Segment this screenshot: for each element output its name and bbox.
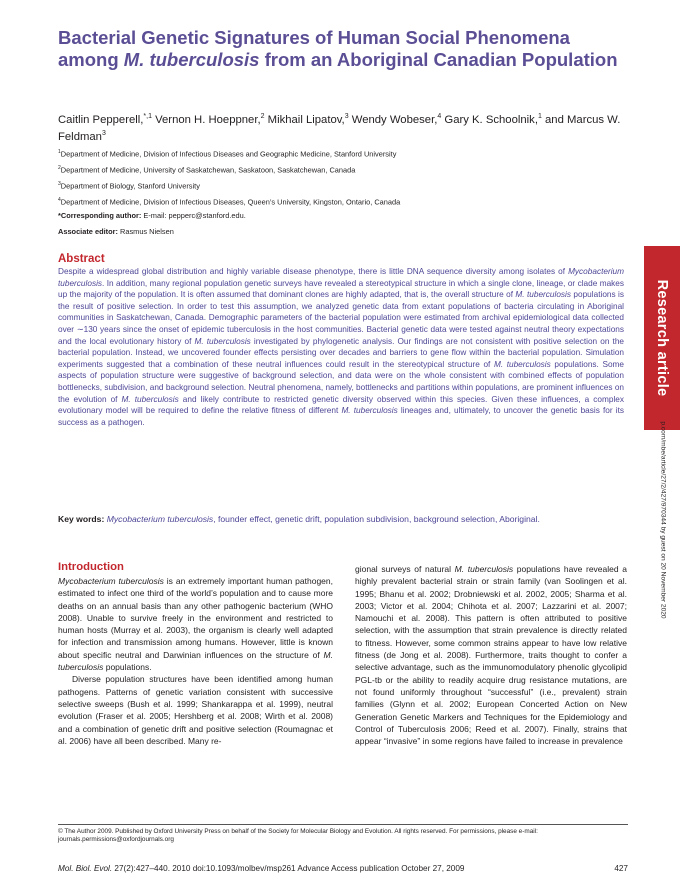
author-list: Caitlin Pepperell,$^{*,1}$ Vernon H. Hoeppner,$^2$ Mikhail Lipatov,$^3$ Wendy Wobeser,$^4$ Gary K. Schoolnik,$^1$ and Marcus W. Feldman$^3$ [58,113,621,144]
associate-editor: Associate editor: Rasmus Nielsen [58,227,174,236]
download-watermark: p.com/mbe/article/27/2/427/970344 by guest on 20 November 2020 [659,421,667,619]
intro-column-right [355,563,627,747]
corresponding-author: *Corresponding author: E-mail: pepperc@stanford.edu. [58,211,246,220]
intro-paragraph-3: gional surveys of natural M. tuberculosis populations have revealed a highly prevalent bacterial strain or strain family (van Soolingen et al. 1995; Bhanu et al. 2002; Drobniewski et al. 2002, 2005; Sharma et al. 2003; Victor et al. 2004; Chihota et al. 2007; Lazzarini et al. 2007; Namouchi et al. 2008). This pattern is often attributed to positive selection, with the assumption that strain prevalence is directly related to fitness. However, some common strains appear to have low relative fitness (de Jong et al. 2008). Furthermore, traits thought to confer a selective advantage, such as the immunomodulatory phenolic glycolipid PGL-tb or the ability to readily acquire drug resistance mutations, are not found uniformly throughout “successful” (i.e., prevalent) strain families (Glynn et al. 2002; European Concerted Action on New Generation Genetic Markers and Techniques for the Epidemiology and Control of Tuberculosis 2006; Reed et al. 2007). Finally, strains that appear “invasive” in some regions have failed to increase in prevalence [355,564,627,747]
affiliation-3: $^3$Department of Biology, Stanford University [58,181,200,191]
introduction-heading: Introduction [58,561,124,573]
abstract-text: Despite a widespread global distribution and highly variable disease phenotype, there is little DNA sequence diversity among isolates of Mycobacterium tuberculosis. In addition, many regional population genetic surveys have revealed a stereotypical structure in which a single clone, lineage, or clade makes up the majority of the population. It is often assumed that dominant clones are highly adapted, that is, the overall structure of M. tuberculosis populations is the result of positive selection. In order to test this assumption, we analyzed genetic data from extant populations of bacteria circulating in Aboriginal communities in Saskatchewan, Canada. Demographic parameters of the bacterial population were estimated from archival epidemiological data collected over ∼130 years since the onset of epidemic tuberculosis in the host communities. Bacterial genetic data were tested against neutral theory expectations and the local evolutionary history of M. tuberculosis investigated by phylogenetic analysis. Our findings are not consistent with positive selection on the bacterial population. Instead, we uncovered founder effects persisting over decades and barriers to gene flow within the bacterial population. Simulation experiments suggested that a combination of these neutral influences could result in the stereotypical structure of M. tuberculosis populations. Some aspects of population structure were suggestive of background selection, and data were on the whole consistent with combined effects of population bottlenecks, subdivision, and background selection. Neutral phenomena, namely, bottlenecks and partitions within populations, are prominent influences on the evolution of M. tuberculosis and likely contribute to restricted genetic diversity observed within this species. Given these influences, a complex evolutionary model will be required to define the relative fitness of different M. tuberculosis lineages and, ultimately, to uncover the genetic basis for its success as a pathogen. [58,267,625,427]
affiliation-2: $^2$Department of Medicine, University of Saskatchewan, Saskatoon, Saskatchewan, Canada [58,165,356,175]
copyright-notice: © The Author 2009. Published by Oxford University Press on behalf of the Society for Molecular Biology and Evolution. All rights reserved. For permissions, please e-mail: journals.permissions@oxfordjournals.org [58,828,538,844]
page-footer: Mol. Biol. Evol. 27(2):427–440. 2010 doi:10.1093/molbev/msp261 Advance Access publication October 27, 2009 427 [58,864,628,873]
intro-paragraph-1: Mycobacterium tuberculosis is an extremely important human pathogen, estimated to infect one third of the world’s population and to cause more deaths on an annual basis than any other pathogenic bacterium (WHO 2008). Unable to survive freely in the environment and restricted to human hosts (Murray et al. 2003), the organism is clearly well adapted for infection and transmission among humans. However, little is known about specific neutral and Darwinian influences on the structure of M. tuberculosis populations. [58,576,333,673]
abstract-heading: Abstract [58,253,105,265]
intro-column-left [58,575,333,747]
page-number: 427 [614,864,628,873]
intro-paragraph-2: Diverse population structures have been identified among human pathogens. Patterns of genetic variation consistent with successive selective sweeps (Bush et al. 1999; Shankarappa et al. 1999), neutral evolution (Fraser et al. 2005; Hershberg et al. 2008; Wirth et al. 2008) and a combination of genetic drift and positive selection (Roumagnac et al. 2006) have all been described. Many re- [58,674,333,746]
keywords: Key words: Mycobacterium tuberculosis, founder effect, genetic drift, population subdivision, background selection, Aboriginal. [58,514,540,524]
affiliation-1: $^1$Department of Medicine, Division of Infectious Diseases and Geographic Medicine, Stanford University [58,149,397,159]
section-tab-label: Research article [654,279,670,397]
affiliation-4: $^4$Department of Medicine, Division of Infectious Diseases, Queen’s University, Kingston, Ontario, Canada [58,197,401,207]
footnote-rule [58,824,628,825]
article-title: Bacterial Genetic Signatures of Human Social Phenomena among M. tuberculosis from an Aboriginal Canadian Population [58,27,618,70]
